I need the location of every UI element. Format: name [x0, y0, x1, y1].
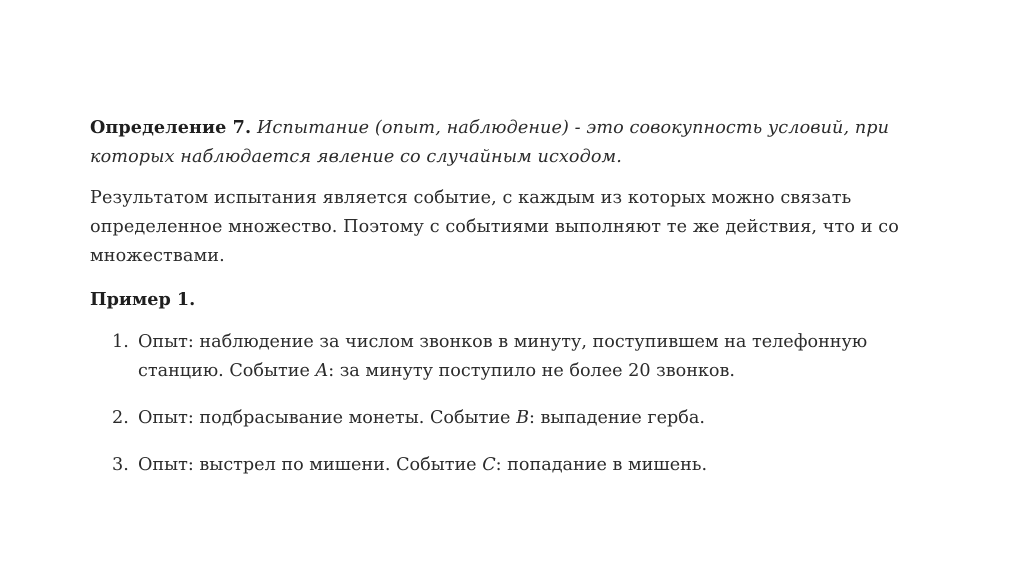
- example-item-number: 2.: [112, 408, 129, 428]
- example-item-text: Опыт: выстрел по мишени. Событие: [138, 455, 483, 475]
- definition-label: Определение 7.: [90, 117, 252, 138]
- example-item-number: 3.: [112, 455, 129, 475]
- example-list: [90, 328, 940, 480]
- slide-content: [90, 113, 940, 498]
- example-item-text: Опыт: подбрасывание монеты. Событие: [138, 408, 517, 428]
- example-heading: Пример 1.: [90, 289, 196, 310]
- event-symbol: B: [516, 408, 529, 428]
- example-item: [90, 451, 940, 480]
- example-item-number: 1.: [112, 332, 129, 352]
- example-item-text: Опыт: наблюдение за числом звонков в минуту, поступившем на телефонную станцию. Событие: [138, 332, 868, 381]
- event-symbol: C: [482, 455, 496, 475]
- example-item-text: : выпадение герба.: [529, 408, 705, 428]
- result-paragraph: Результатом испытания является событие, с каждым из которых можно связать определенное множество. Поэтому с событиями выполняют те же действия, что и со множествами.: [90, 188, 899, 266]
- example-item-text: : за минуту поступило не более 20 звонков.: [328, 361, 736, 381]
- example-item-text: : попадание в мишень.: [495, 455, 708, 475]
- definition-text: Испытание (опыт, наблюдение) - это совокупность условий, при которых наблюдается явление со случайным исходом.: [90, 118, 890, 167]
- definition-paragraph: [90, 113, 940, 172]
- example-item: [90, 404, 940, 433]
- event-symbol: A: [315, 361, 329, 381]
- example-item: [90, 328, 940, 386]
